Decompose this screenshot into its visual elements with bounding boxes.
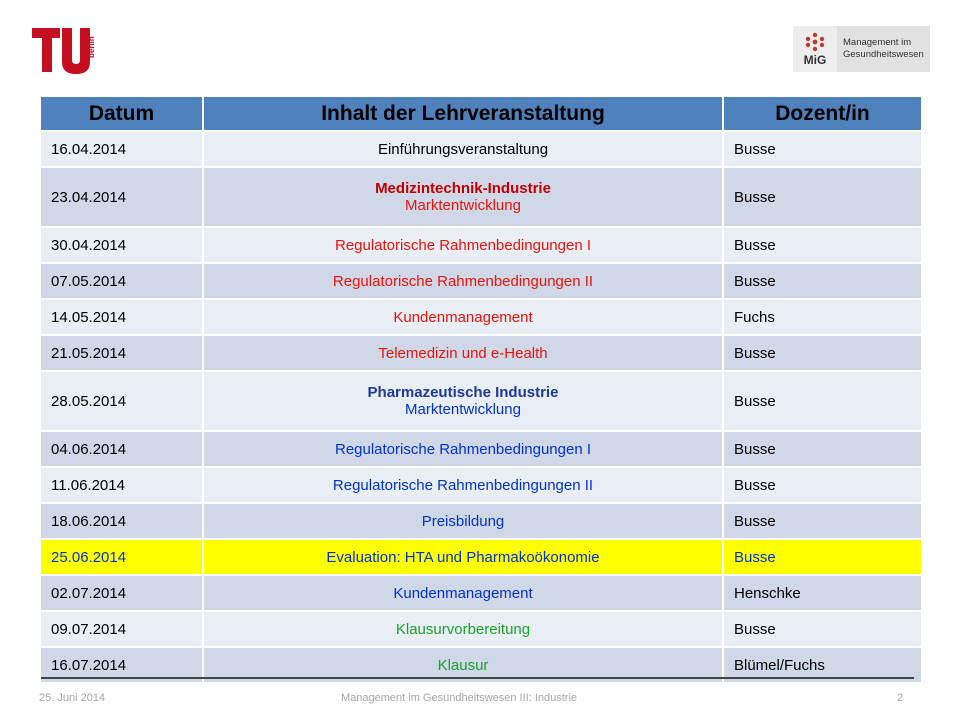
footer-title: Management im Gesundheitswesen III: Industrie: [341, 692, 578, 704]
row-date: 07.05.2014: [41, 263, 203, 299]
row-date: 09.07.2014: [41, 611, 203, 647]
column-header-date: Datum: [41, 97, 203, 131]
table-row: [41, 503, 921, 539]
row-lecturer: Busse: [723, 467, 921, 503]
mig-word: MiG: [803, 52, 827, 67]
table-row: [41, 431, 921, 467]
mig-caption-line2: Gesundheitswesen: [843, 49, 924, 60]
table-row: [41, 167, 921, 227]
row-lecturer: Busse: [723, 503, 921, 539]
row-content: Regulatorische Rahmenbedingungen I: [203, 431, 723, 467]
row-content: Regulatorische Rahmenbedingungen I: [203, 227, 723, 263]
row-date: 04.06.2014: [41, 431, 203, 467]
row-date: 21.05.2014: [41, 335, 203, 371]
table-row: [41, 335, 921, 371]
row-lecturer: Henschke: [723, 575, 921, 611]
row-content: Klausur: [203, 647, 723, 682]
row-lecturer: Busse: [723, 539, 921, 575]
row-content: Kundenmanagement: [203, 575, 723, 611]
table-row: [41, 611, 921, 647]
tu-berlin-logo: [30, 26, 100, 76]
table-row: [41, 371, 921, 431]
column-header-lecturer: Dozent/in: [723, 97, 921, 131]
flower-icon: [804, 32, 826, 52]
row-content-title: Pharmazeutische Industrie: [367, 384, 559, 401]
table-row: [41, 467, 921, 503]
row-lecturer: Busse: [723, 335, 921, 371]
row-content: Einführungsveranstaltung: [203, 131, 723, 167]
row-content: Regulatorische Rahmenbedingungen II: [203, 467, 723, 503]
row-lecturer: Busse: [723, 371, 921, 431]
row-date: 23.04.2014: [41, 167, 203, 227]
footer-divider: [41, 677, 914, 679]
row-content: [203, 167, 723, 227]
row-lecturer: Busse: [723, 131, 921, 167]
footer-date: 25. Juni 2014: [39, 692, 106, 704]
table-row-highlighted: [41, 539, 921, 575]
row-date: 16.04.2014: [41, 131, 203, 167]
table-row: [41, 575, 921, 611]
column-header-content: Inhalt der Lehrveranstaltung: [203, 97, 723, 131]
table-row: [41, 299, 921, 335]
row-content: Preisbildung: [203, 503, 723, 539]
table-row: [41, 131, 921, 167]
row-content: [203, 371, 723, 431]
mig-caption: [837, 37, 924, 61]
row-date: 28.05.2014: [41, 371, 203, 431]
row-content: Telemedizin und e-Health: [203, 335, 723, 371]
row-content: Kundenmanagement: [203, 299, 723, 335]
row-lecturer: Busse: [723, 167, 921, 227]
row-date: 18.06.2014: [41, 503, 203, 539]
row-date: 30.04.2014: [41, 227, 203, 263]
row-content: Regulatorische Rahmenbedingungen II: [203, 263, 723, 299]
row-content-sub: Marktentwicklung: [405, 401, 521, 418]
row-lecturer: Busse: [723, 263, 921, 299]
row-date: 25.06.2014: [41, 539, 203, 575]
row-content: Klausurvorbereitung: [203, 611, 723, 647]
tu-logo-text: berlin: [87, 36, 96, 58]
row-date: 11.06.2014: [41, 467, 203, 503]
row-lecturer: Blümel/Fuchs: [723, 647, 921, 682]
mig-mark: [793, 26, 837, 72]
row-date: 02.07.2014: [41, 575, 203, 611]
row-content-sub: Marktentwicklung: [405, 197, 521, 214]
row-date: 14.05.2014: [41, 299, 203, 335]
mig-logo: [793, 26, 930, 72]
schedule-table: [41, 97, 921, 682]
row-lecturer: Busse: [723, 227, 921, 263]
table-row: [41, 263, 921, 299]
page-number: 2: [897, 692, 904, 704]
row-lecturer: Fuchs: [723, 299, 921, 335]
row-date: 16.07.2014: [41, 647, 203, 682]
row-lecturer: Busse: [723, 431, 921, 467]
row-content-title: Medizintechnik-Industrie: [375, 180, 551, 197]
table-row: [41, 227, 921, 263]
row-lecturer: Busse: [723, 611, 921, 647]
row-content: Evaluation: HTA und Pharmakoökonomie: [203, 539, 723, 575]
mig-caption-line1: Management im: [843, 37, 912, 48]
